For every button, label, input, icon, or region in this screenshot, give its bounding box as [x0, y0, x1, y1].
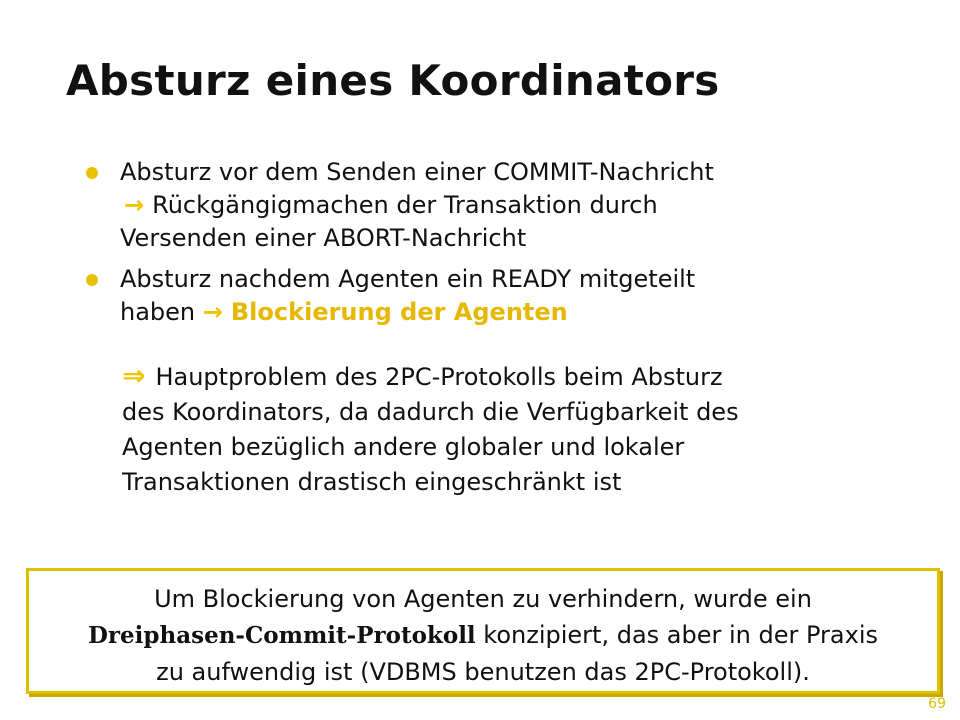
summary-box	[26, 568, 940, 694]
emphasis-term: Dreiphasen-Commit-Protokoll	[87, 622, 476, 649]
bullet-text: haben	[120, 298, 196, 326]
summary-line	[29, 617, 937, 654]
bullet-list	[84, 156, 904, 337]
bullet-text: Rückgängigmachen der Transaktion durch	[152, 191, 658, 219]
consequence-line: Agenten bezüglich andere globaler und lokaler	[122, 433, 685, 461]
consequence-text: Hauptproblem des 2PC-Protokolls beim Absturz	[155, 363, 723, 391]
consequence-line: des Koordinators, da dadurch die Verfügbarkeit des	[122, 398, 739, 426]
right-arrow-icon: →	[124, 191, 145, 219]
bullet-text-line	[120, 296, 904, 329]
double-right-arrow-icon: ⇒	[122, 359, 146, 392]
bullet-item-coordinator-crash-before-commit	[84, 156, 904, 255]
consequence-paragraph	[122, 358, 902, 500]
summary-line: zu aufwendig ist (VDBMS benutzen das 2PC-Protokoll).	[156, 658, 810, 686]
bullet-dot-icon	[86, 167, 98, 179]
slide-title: Absturz eines Koordinators	[66, 56, 720, 105]
summary-line: Um Blockierung von Agenten zu verhindern, wurde ein	[154, 585, 812, 613]
highlight-text: Blockierung der Agenten	[230, 298, 568, 326]
bullet-dot-icon	[86, 274, 98, 286]
right-arrow-icon: →	[202, 298, 223, 326]
page-number: 69	[928, 696, 946, 712]
bullet-text-line	[120, 189, 904, 222]
bullet-text-line: Absturz vor dem Senden einer COMMIT-Nachricht	[120, 158, 714, 186]
consequence-line: Transaktionen drastisch eingeschränkt ist	[122, 468, 622, 496]
consequence-line	[122, 358, 902, 395]
bullet-item-coordinator-crash-after-ready	[84, 263, 904, 329]
bullet-text-line: Absturz nachdem Agenten ein READY mitgeteilt	[120, 265, 696, 293]
summary-text: konzipiert, das aber in der Praxis	[475, 621, 878, 649]
bullet-text-line: Versenden einer ABORT-Nachricht	[120, 224, 527, 252]
